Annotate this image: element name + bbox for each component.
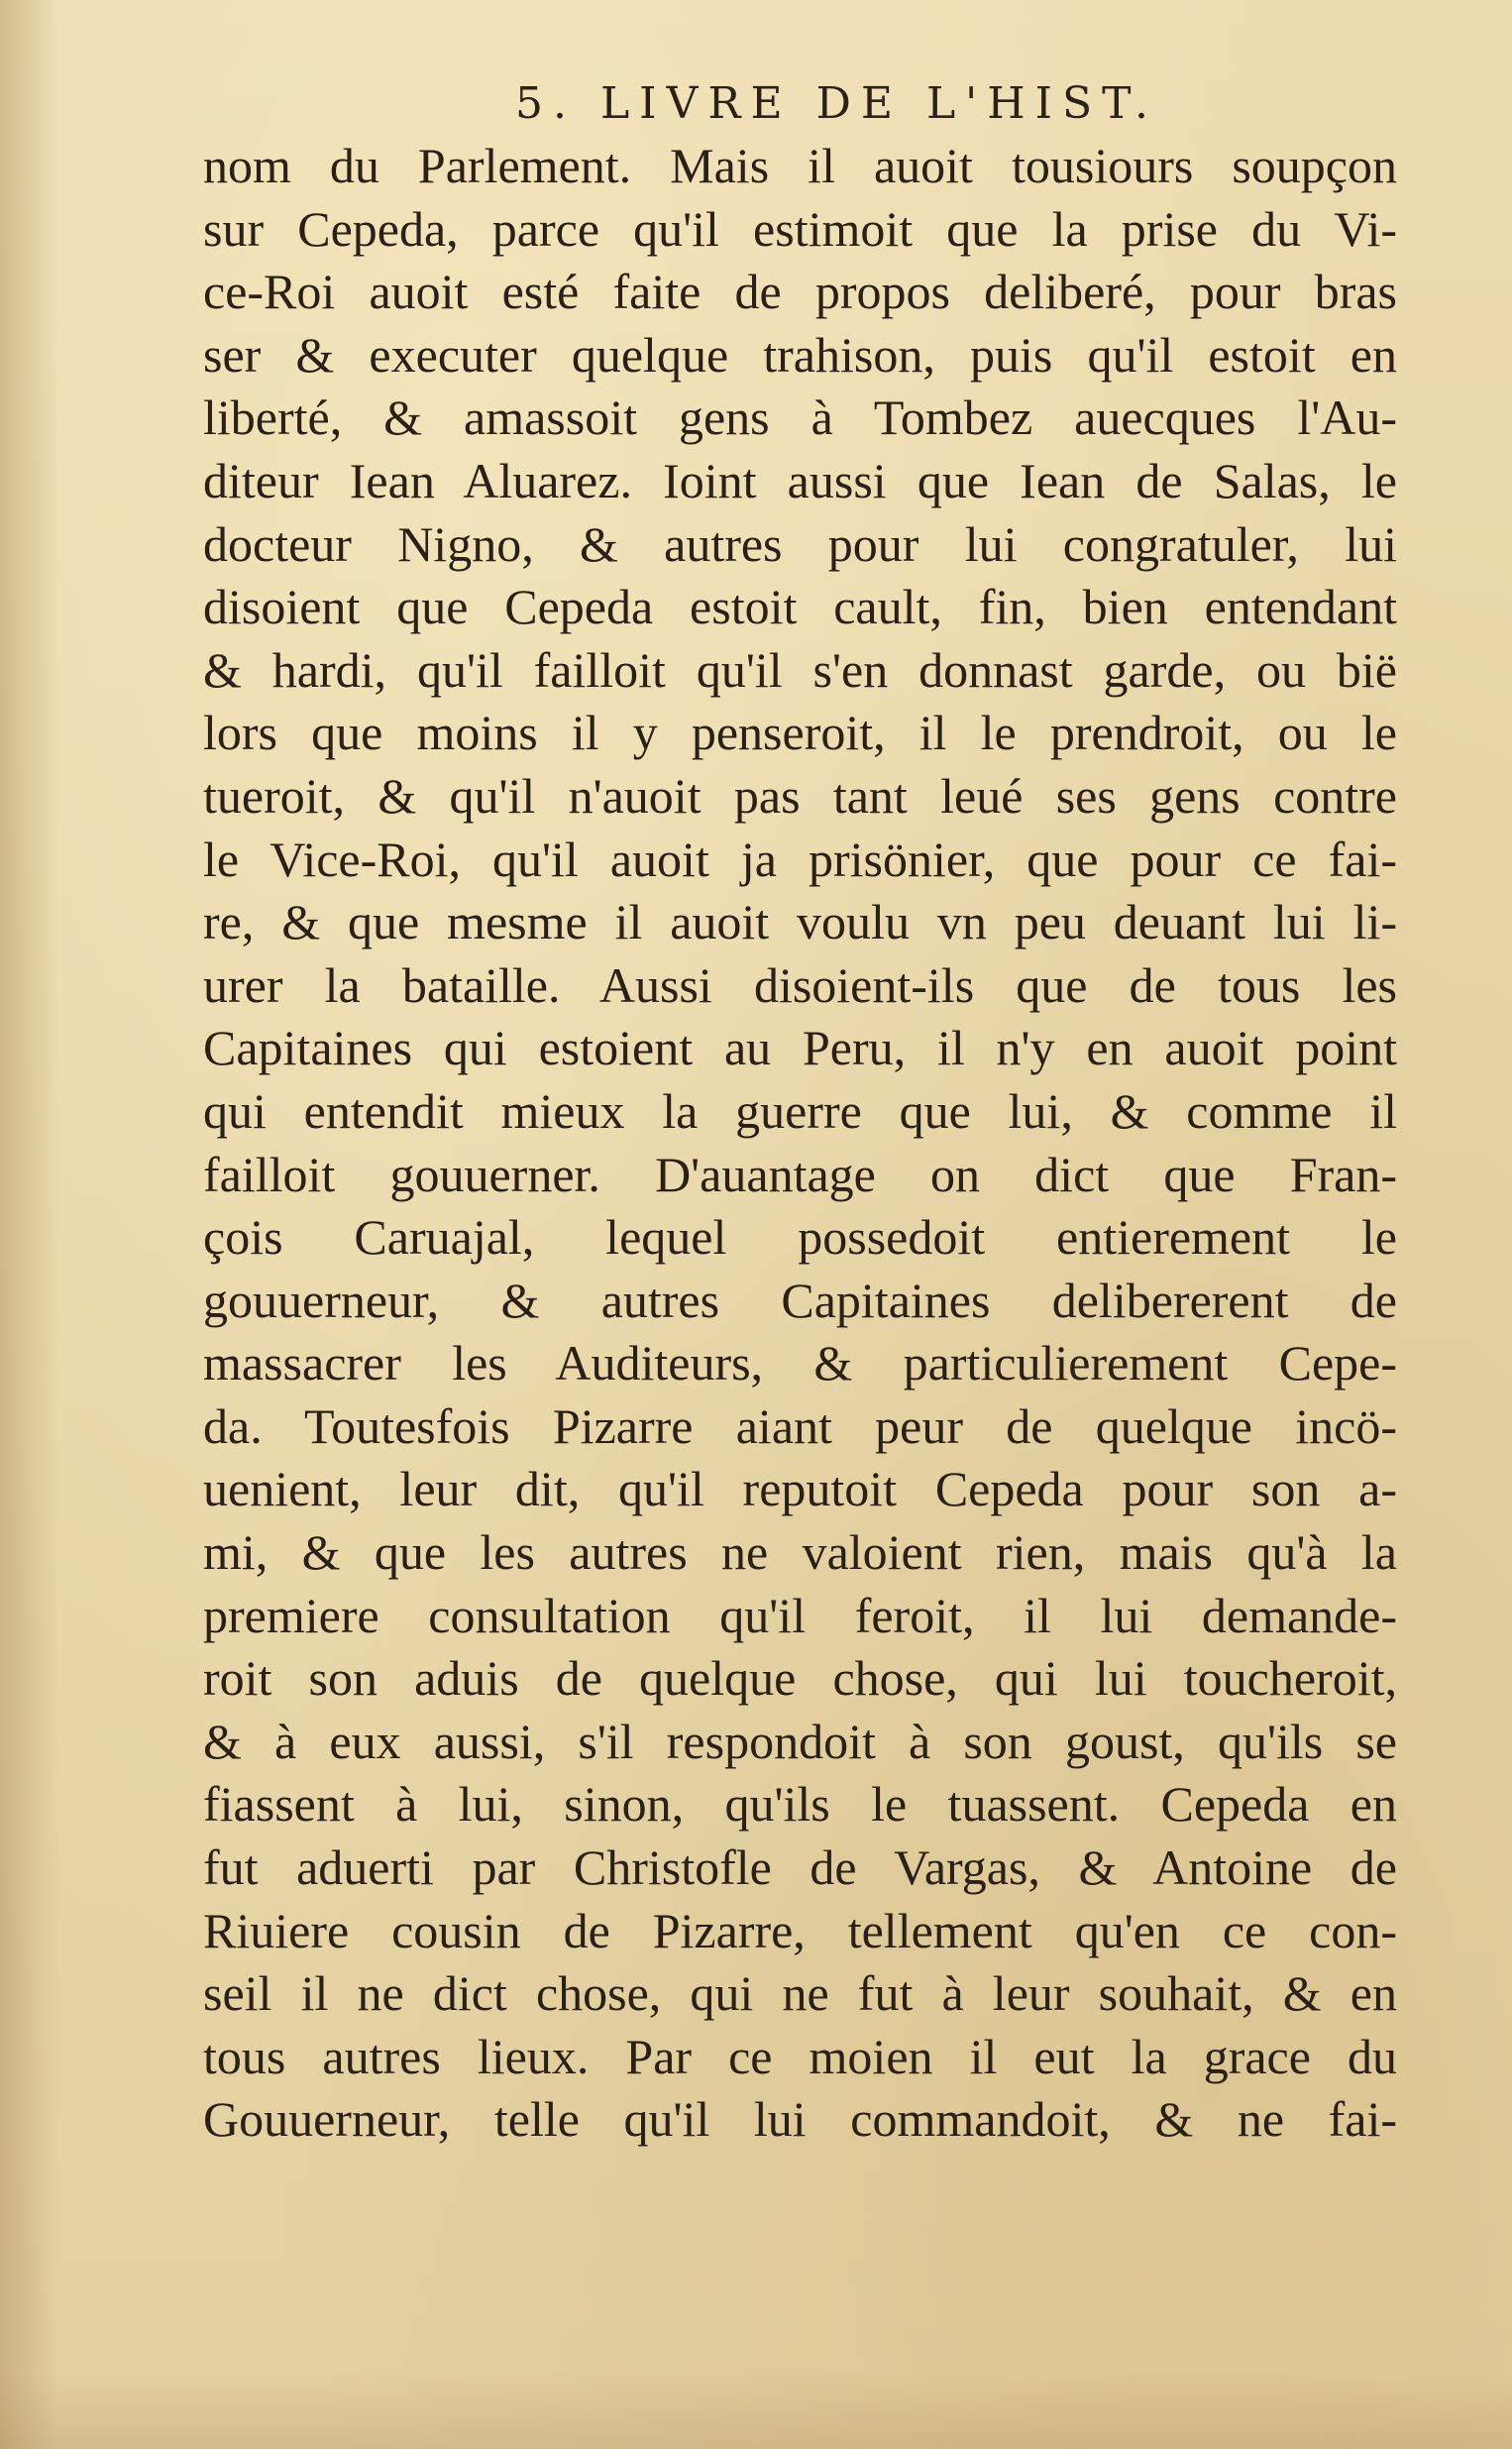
text-line: Gouuerneur, telle qu'il lui commandoit, & ne fai- — [203, 2091, 1397, 2148]
text-line: disoient que Cepeda estoit cault, fin, bien entendant — [203, 579, 1397, 635]
text-line: ce-Roi auoit esté faite de propos deliberé, pour bras — [203, 264, 1397, 320]
text-line: urer la bataille. Aussi disoient-ils que de tous les — [203, 956, 1397, 1013]
text-line: fiassent à lui, sinon, qu'ils le tuassent. Cepeda en — [203, 1776, 1397, 1833]
text-line: uenient, leur dit, qu'il reputoit Cepeda pour son a- — [203, 1461, 1397, 1517]
text-line: liberté, & amassoit gens à Tombez auecques l'Au- — [203, 390, 1397, 446]
page-bottom-shadow — [0, 2370, 1512, 2449]
text-line: ser & executer quelque trahison, puis qu'il estoit en — [203, 326, 1397, 383]
text-line: çois Caruajal, lequel possedoit entierement le — [203, 1209, 1397, 1266]
text-line: seil il ne dict chose, qui ne fut à leur souhait, & en — [203, 1965, 1397, 2022]
page-edge-shadow — [0, 0, 59, 2449]
text-line: failloit gouuerner. D'auantage on dict que Fran- — [203, 1146, 1397, 1202]
text-line: lors que moins il y penseroit, il le prendroit, ou le — [203, 705, 1397, 761]
text-line: & hardi, qu'il failloit qu'il s'en donnast garde, ou bië — [203, 641, 1397, 698]
text-line: qui entendit mieux la guerre que lui, & comme il — [203, 1082, 1397, 1139]
text-line: tous autres lieux. Par ce moien il eut la grace du — [203, 2028, 1397, 2084]
text-line: Riuiere cousin de Pizarre, tellement qu'en ce con- — [203, 1902, 1397, 1958]
running-head: 5. LIVRE DE L'HIST. — [515, 78, 1159, 129]
text-line: tueroit, & qu'il n'auoit pas tant leué ses gens contre — [203, 767, 1397, 824]
text-line: roit son aduis de quelque chose, qui lui toucheroit, — [203, 1650, 1397, 1707]
text-line: re, & que mesme il auoit voulu vn peu deuant lui li- — [203, 894, 1397, 950]
text-line: diteur Iean Aluarez. Ioint aussi que Iean de Salas, le — [203, 452, 1397, 508]
text-line: mi, & que les autres ne valoient rien, mais qu'à la — [203, 1524, 1397, 1581]
text-line: Capitaines qui estoient au Peru, il n'y en auoit point — [203, 1020, 1397, 1076]
text-line: gouuerneur, & autres Capitaines delibererent de — [203, 1272, 1397, 1328]
text-line: nom du Parlement. Mais il auoit tousiours soupçon — [203, 138, 1397, 193]
body-text — [203, 135, 1397, 2157]
text-line: fut aduerti par Christofle de Vargas, & Antoine de — [203, 1839, 1397, 1896]
text-line: sur Cepeda, parce qu'il estimoit que la prise du Vi- — [203, 200, 1397, 257]
text-line: premiere consultation qu'il feroit, il lui demande- — [203, 1587, 1397, 1643]
text-line: massacrer les Auditeurs, & particulierement Cepe- — [203, 1335, 1397, 1391]
text-line: da. Toutesfois Pizarre aiant peur de quelque incö- — [203, 1397, 1397, 1454]
text-line: & à eux aussi, s'il respondoit à son goust, qu'ils se — [203, 1713, 1397, 1769]
text-line: docteur Nigno, & autres pour lui congratuler, lui — [203, 515, 1397, 572]
text-line: le Vice-Roi, qu'il auoit ja prisönier, que pour ce fai- — [203, 831, 1397, 887]
